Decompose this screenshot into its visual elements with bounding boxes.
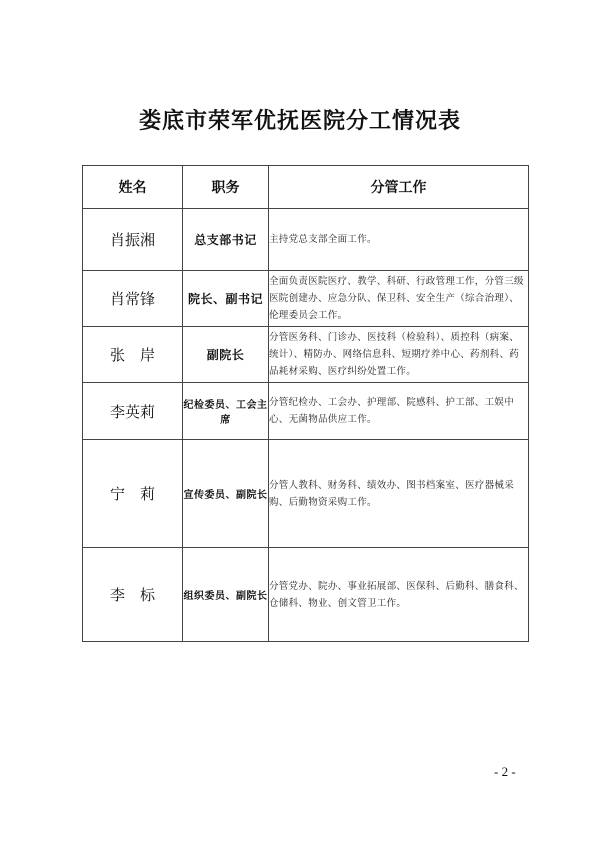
cell-name: 张 岸 bbox=[83, 327, 183, 383]
cell-role: 宣传委员、副院长 bbox=[183, 440, 269, 548]
table-row bbox=[83, 327, 529, 383]
cell-duties: 分管医务科、门诊办、医技科（检验科）、质控科（病案、统计）、精防办、网络信息科、短期疗养中心、药剂科、药品耗材采购、医疗纠纷处置工作。 bbox=[269, 327, 529, 383]
table-row bbox=[83, 209, 529, 271]
table-row bbox=[83, 440, 529, 548]
cell-name: 肖振湘 bbox=[83, 209, 183, 271]
table-row bbox=[83, 271, 529, 327]
cell-role: 总支部书记 bbox=[183, 209, 269, 271]
cell-duties: 分管党办、院办、事业拓展部、医保科、后勤科、膳食科、仓储科、物业、创文管卫工作。 bbox=[269, 548, 529, 642]
table-row bbox=[83, 548, 529, 642]
header-name: 姓名 bbox=[83, 166, 183, 209]
cell-name: 肖常锋 bbox=[83, 271, 183, 327]
cell-duties: 分管人教科、财务科、绩效办、图书档案室、医疗器械采购、后勤物资采购工作。 bbox=[269, 440, 529, 548]
cell-duties: 主持党总支部全面工作。 bbox=[269, 209, 529, 271]
table-header-row bbox=[83, 166, 529, 209]
cell-role: 副院长 bbox=[183, 327, 269, 383]
cell-name: 李 标 bbox=[83, 548, 183, 642]
table-row bbox=[83, 383, 529, 440]
cell-role: 组织委员、副院长 bbox=[183, 548, 269, 642]
page-number: - 2 - bbox=[494, 764, 516, 779]
header-duties: 分管工作 bbox=[269, 166, 529, 209]
cell-duties: 分管纪检办、工会办、护理部、院感科、护工部、工娱中心、无菌物品供应工作。 bbox=[269, 383, 529, 440]
cell-role: 院长、副书记 bbox=[183, 271, 269, 327]
division-of-duties-table bbox=[82, 165, 529, 642]
document-title: 娄底市荣军优抚医院分工情况表 bbox=[138, 108, 461, 134]
cell-role: 纪检委员、工会主席 bbox=[183, 383, 269, 440]
cell-duties: 全面负责医院医疗、教学、科研、行政管理工作，分管三级医院创建办、应急分队、保卫科、安全生产（综合治理）、伦理委员会工作。 bbox=[269, 271, 529, 327]
header-role: 职务 bbox=[183, 166, 269, 209]
cell-name: 宁 莉 bbox=[83, 440, 183, 548]
cell-name: 李英莉 bbox=[83, 383, 183, 440]
